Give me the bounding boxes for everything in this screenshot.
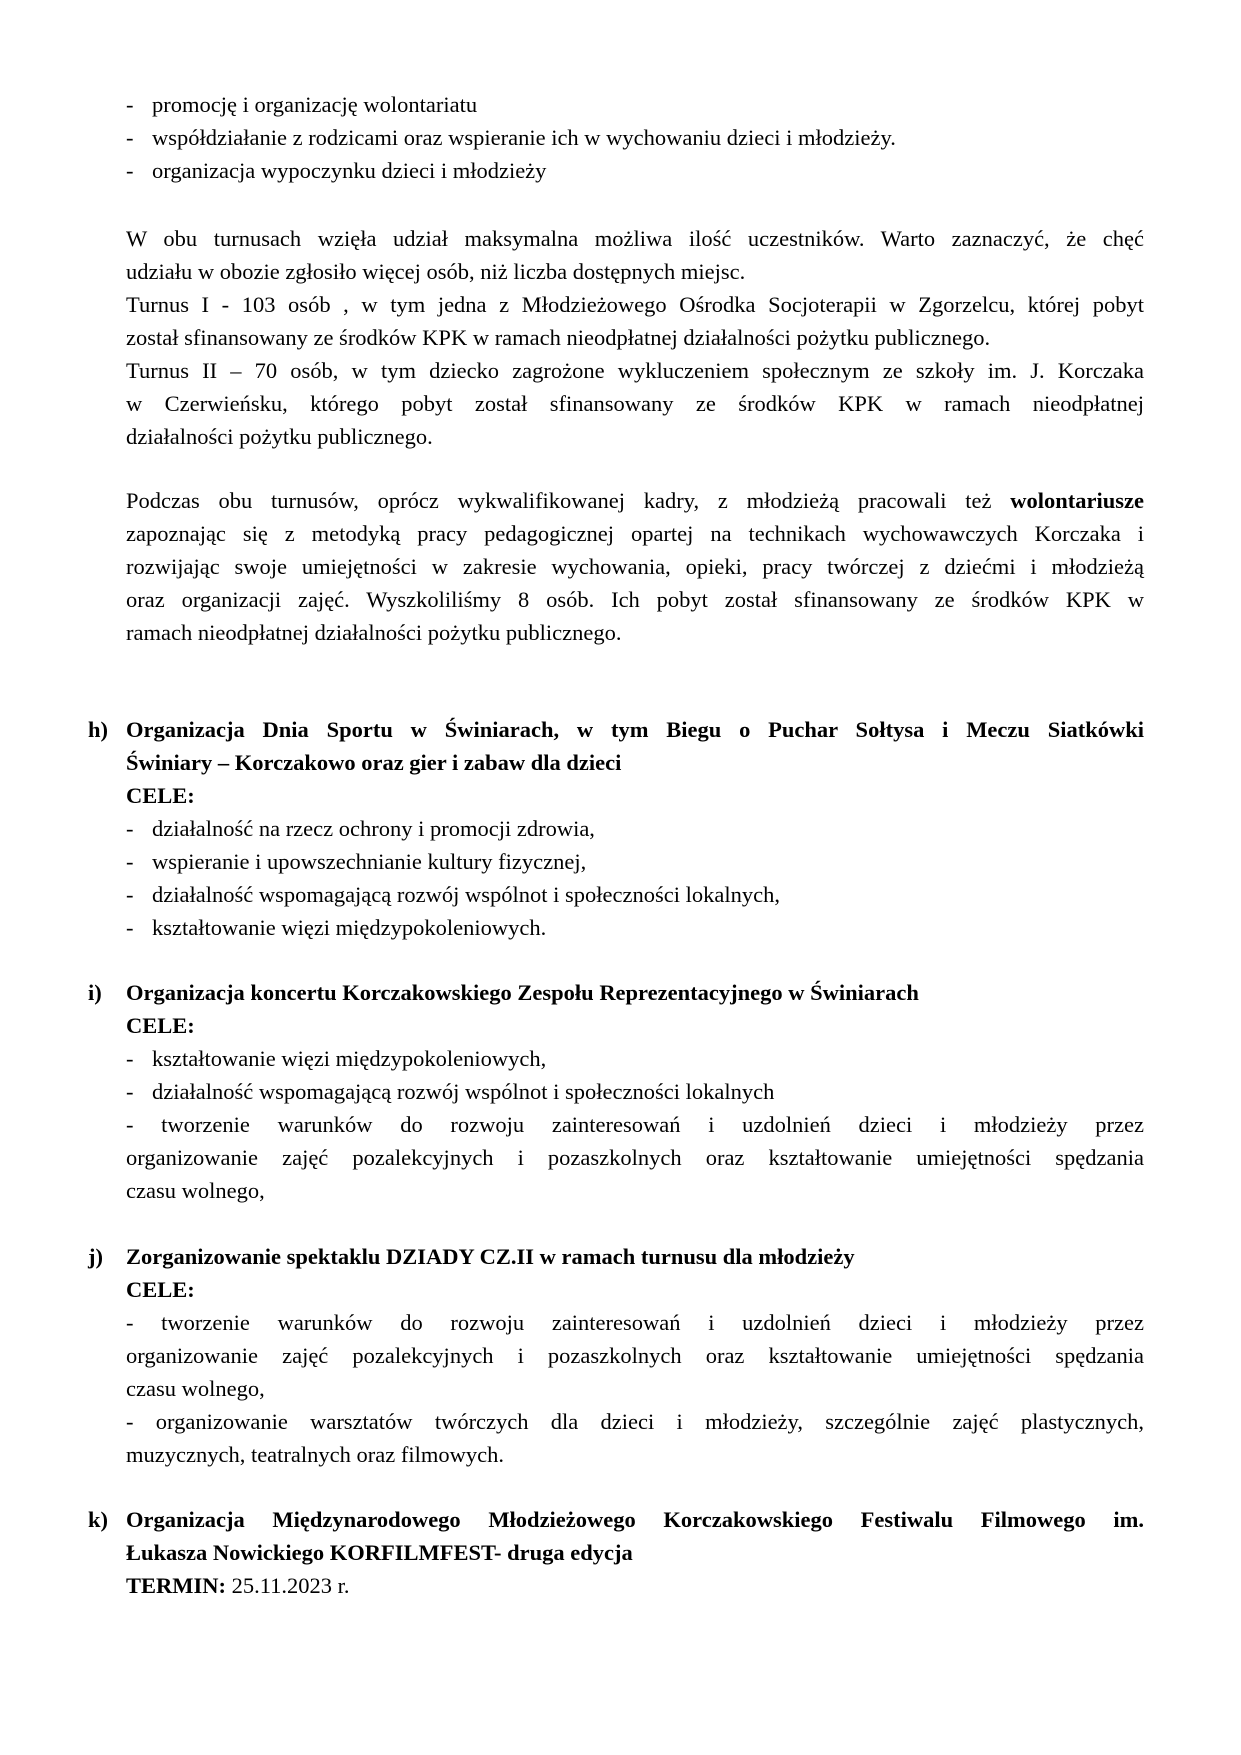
text-line: organizowanie zajęć pozalekcyjnych i pozaszkolnych oraz kształtowanie umiejętności spędzania: [126, 1145, 1144, 1170]
section-k: [126, 1503, 1144, 1602]
section-h: [126, 713, 1144, 944]
list-item: - organizacja wypoczynku dzieci i młodzieży: [126, 158, 547, 183]
list-item: - działalność wspomagającą rozwój wspólnot i społeczności lokalnych,: [126, 882, 780, 907]
text-line: czasu wolnego,: [126, 1178, 265, 1203]
text-segment: Podczas obu turnusów, oprócz wykwalifikowanej kadry, z młodzieżą pracowali też: [126, 488, 992, 513]
section-i: [126, 976, 1144, 1207]
list-item-text: organizacja wypoczynku dzieci i młodzieży: [152, 158, 547, 183]
section-title: Organizacja Międzynarodowego Młodzieżowego Korczakowskiego Festiwalu Filmowego im.: [126, 1507, 1144, 1532]
section-j: [126, 1240, 1144, 1471]
text-line: ramach nieodpłatnej działalności pożytku publicznego.: [126, 620, 622, 645]
goals-label: CELE:: [126, 1277, 195, 1302]
section-marker: i): [88, 980, 102, 1005]
paragraph-participants: [126, 222, 1144, 453]
section-title: Organizacja koncertu Korczakowskiego Zespołu Reprezentacyjnego w Świniarach: [126, 980, 919, 1005]
list-item-text: wspieranie i upowszechnianie kultury fizycznej,: [152, 849, 587, 874]
section-marker: h): [88, 717, 109, 742]
list-item: - współdziałanie z rodzicami oraz wspieranie ich w wychowaniu dzieci i młodzieży.: [126, 125, 896, 150]
text-line: W obu turnusach wzięła udział maksymalna możliwa ilość uczestników. Warto zaznaczyć, że chęć: [126, 226, 1144, 251]
text-line: - tworzenie warunków do rozwoju zainteresowań i uzdolnień dzieci i młodzieży przez: [126, 1310, 1144, 1335]
text-line: - tworzenie warunków do rozwoju zainteresowań i uzdolnień dzieci i młodzieży przez: [126, 1112, 1144, 1137]
goals-label: CELE:: [126, 1013, 195, 1038]
list-item-text: działalność wspomagającą rozwój wspólnot i społeczności lokalnych,: [152, 882, 780, 907]
section-marker: k): [88, 1507, 109, 1532]
text-line: czasu wolnego,: [126, 1376, 265, 1401]
list-item-text: promocję i organizację wolontariatu: [152, 92, 478, 117]
paragraph-volunteers: [126, 484, 1144, 649]
list-item-text: kształtowanie więzi międzypokoleniowych.: [152, 915, 547, 940]
text-line: działalności pożytku publicznego.: [126, 424, 433, 449]
text-line: zapoznając się z metodyką pracy pedagogicznej opartej na technikach wychowawczych Korczaka i: [126, 521, 1144, 546]
text-line: oraz organizacji zajęć. Wyszkoliliśmy 8 osób. Ich pobyt został sfinansowany ze środków KPK w: [126, 587, 1144, 612]
bold-term: wolontariusze: [1010, 488, 1144, 513]
text-line: organizowanie zajęć pozalekcyjnych i pozaszkolnych oraz kształtowanie umiejętności spędzania: [126, 1343, 1144, 1368]
text-line: - organizowanie warsztatów twórczych dla dzieci i młodzieży, szczególnie zajęć plastycznych,: [126, 1409, 1144, 1434]
text-line: w Czerwieńsku, którego pobyt został sfinansowany ze środków KPK w ramach nieodpłatnej: [126, 391, 1144, 416]
list-item-text: kształtowanie więzi międzypokoleniowych,: [152, 1046, 547, 1071]
text-line: Turnus I - 103 osób , w tym jedna z Młodzieżowego Ośrodka Socjoterapii w Zgorzelcu, której pobyt: [126, 292, 1144, 317]
list-item: - działalność na rzecz ochrony i promocji zdrowia,: [126, 816, 595, 841]
goals-label: CELE:: [126, 783, 195, 808]
section-title: Świniary – Korczakowo oraz gier i zabaw dla dzieci: [126, 750, 622, 775]
text-line: Turnus II – 70 osób, w tym dziecko zagrożone wykluczeniem społecznym ze szkoły im. J. Korczaka: [126, 358, 1144, 383]
text-line: rozwijając swoje umiejętności w zakresie wychowania, opieki, pracy twórczej z dziećmi i młodzieżą: [126, 554, 1144, 579]
section-title: Organizacja Dnia Sportu w Świniarach, w tym Biegu o Puchar Sołtysa i Meczu Siatkówki: [126, 717, 1144, 742]
section-title: Łukasza Nowickiego KORFILMFEST- druga edycja: [126, 1540, 633, 1565]
list-item-text: współdziałanie z rodzicami oraz wspieranie ich w wychowaniu dzieci i młodzieży.: [152, 125, 896, 150]
text-line: udziału w obozie zgłosiło więcej osób, niż liczba dostępnych miejsc.: [126, 259, 746, 284]
list-item: - kształtowanie więzi międzypokoleniowych.: [126, 915, 547, 940]
list-item: - wspieranie i upowszechnianie kultury fizycznej,: [126, 849, 587, 874]
list-item: - promocję i organizację wolontariatu: [126, 92, 478, 117]
text-line: muzycznych, teatralnych oraz filmowych.: [126, 1442, 504, 1467]
intro-list: [126, 88, 1144, 187]
term-label: TERMIN:: [126, 1573, 226, 1598]
list-item: - działalność wspomagającą rozwój wspólnot i społeczności lokalnych: [126, 1079, 775, 1104]
section-title: Zorganizowanie spektaklu DZIADY CZ.II w ramach turnusu dla młodzieży: [126, 1244, 855, 1269]
text-line: został sfinansowany ze środków KPK w ramach nieodpłatnej działalności pożytku publicznego.: [126, 325, 991, 350]
term-line: [126, 1569, 1144, 1602]
text-line: [126, 484, 1144, 517]
list-item-text: działalność wspomagającą rozwój wspólnot i społeczności lokalnych: [152, 1079, 775, 1104]
term-value: 25.11.2023 r.: [231, 1573, 350, 1598]
list-item-text: działalność na rzecz ochrony i promocji zdrowia,: [152, 816, 595, 841]
section-marker: j): [88, 1244, 103, 1269]
list-item: - kształtowanie więzi międzypokoleniowych,: [126, 1046, 547, 1071]
